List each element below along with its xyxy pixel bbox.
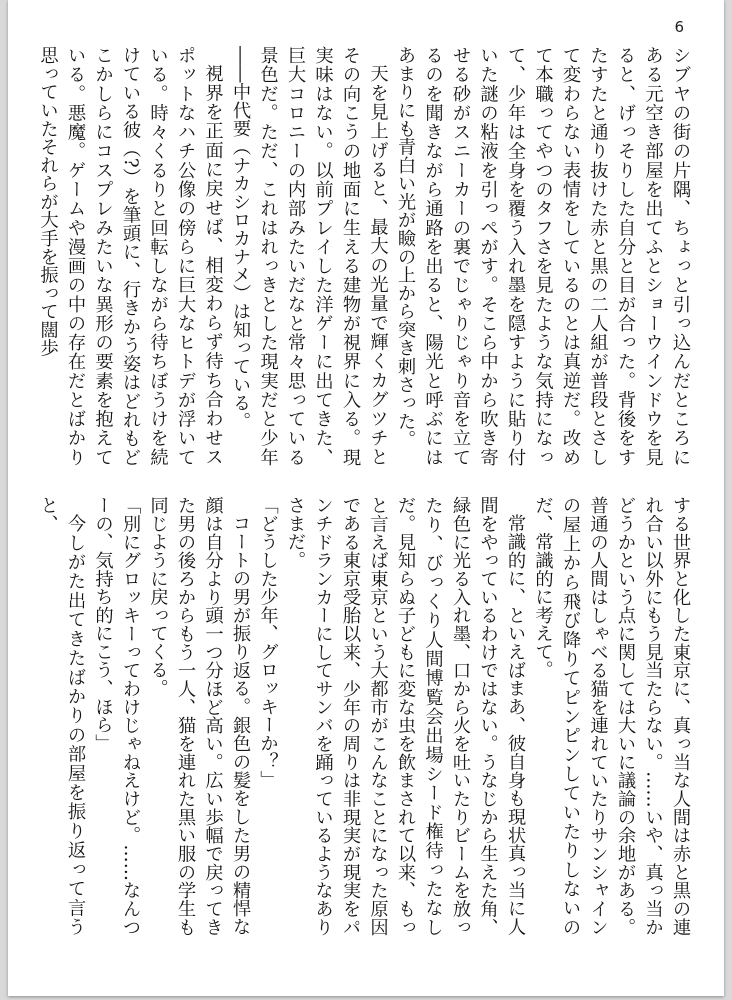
- paragraph: する世界と化した東京に、真っ当な人間は赤と黒の連れ合い以外にもう見当たらない。……いや、真っ当かどうかという点に関しては大いに議論の余地がある。普通の人間はしゃべる猫を連れていたりサンシャインの屋上から飛び降りてピンピンしていたりしないのだ、常識的に考えて。: [532, 496, 691, 936]
- paragraph: 今しがた出てきたばかりの部屋を振り返って言うと、: [37, 496, 86, 936]
- upper-text-block: [34, 46, 694, 466]
- paragraph: 常識的に、といえばまあ、彼自身も現状真っ当に人間をやっているわけではない。うなじから生えた角、緑色に光る入れ墨、口から火を吐いたりビームを放ったり、びっくり人間博覧会出場シード権待ったなしだ。見知らぬ子どもに変な虫を飲まされて以来、もっと言えば東京という大都市がこんなことになった原因である東京受胎以来、少年の周りは非現実が現実をパンチドランカーにしてサンバを踊っているようなありさまだ。: [285, 496, 526, 936]
- paragraph: 天を見上げると、最大の光量で輝くカグツチとその向こうの地面に生える建物が視界に入る。現実味はない。以前プレイした洋ゲーに出てきた、巨大コロニーの内部みたいだなと常々思っている景色だ。ただ、これはれっきとした現実だと少年――中代要（ナカシロカナメ）は知っている。: [230, 46, 389, 466]
- paragraph: 視界を正面に戻せば、相変わらず待ち合わせスポットなハチ公像の傍らに巨大なヒトデが浮いている。時々くるりと回転しながら待ちぼうけを続けている彼（?）を筆頭に、行きかう姿はどれもどこかしらにコスプレみたいな異形の要素を抱えている。悪魔。ゲームや漫画の中の存在だとばかり思っていたそれらが大手を振って闊歩: [37, 46, 224, 466]
- document-page: [8, 0, 724, 996]
- lower-text-block: [34, 496, 694, 936]
- paragraph: コートの男が振り返る。銀色の髪をした男の精悍な顔は自分より頭一つ分ほど高い。広い歩幅で戻ってきた男の後ろからもう一人、猫を連れた黒い服の学生も同じように戻ってくる。: [147, 496, 251, 936]
- dialogue-line: 「どうした少年、グロッキーか？」: [257, 496, 279, 789]
- dialogue-line: 「別にグロッキーってわけじゃねえけど。……なんつーの、気持ち的にこう、ほら」: [92, 496, 141, 936]
- paragraph: シブヤの街の片隅、ちょっと引っ込んだところにある元空き部屋を出てふとショーウインドウを見ると、げっそりした自分と目が合った。背後をすたすたと通り抜けた赤と黒の二人組が普段とさして変わらない表情をしているのとは真逆だ。改めて本職ってやつのタフさを見たような気持になって、少年は全身を覆う入れ墨を隠すように貼り付いた謎の粘液を引っぺがす。そこら中から吹き寄せる砂がスニーカーの裏でじゃりじゃり音を立てるのを聞きながら通路を出ると、陽光と呼ぶにはあまりにも青白い光が瞼の上から突き刺さった。: [395, 46, 691, 466]
- page-number: 6: [674, 18, 684, 36]
